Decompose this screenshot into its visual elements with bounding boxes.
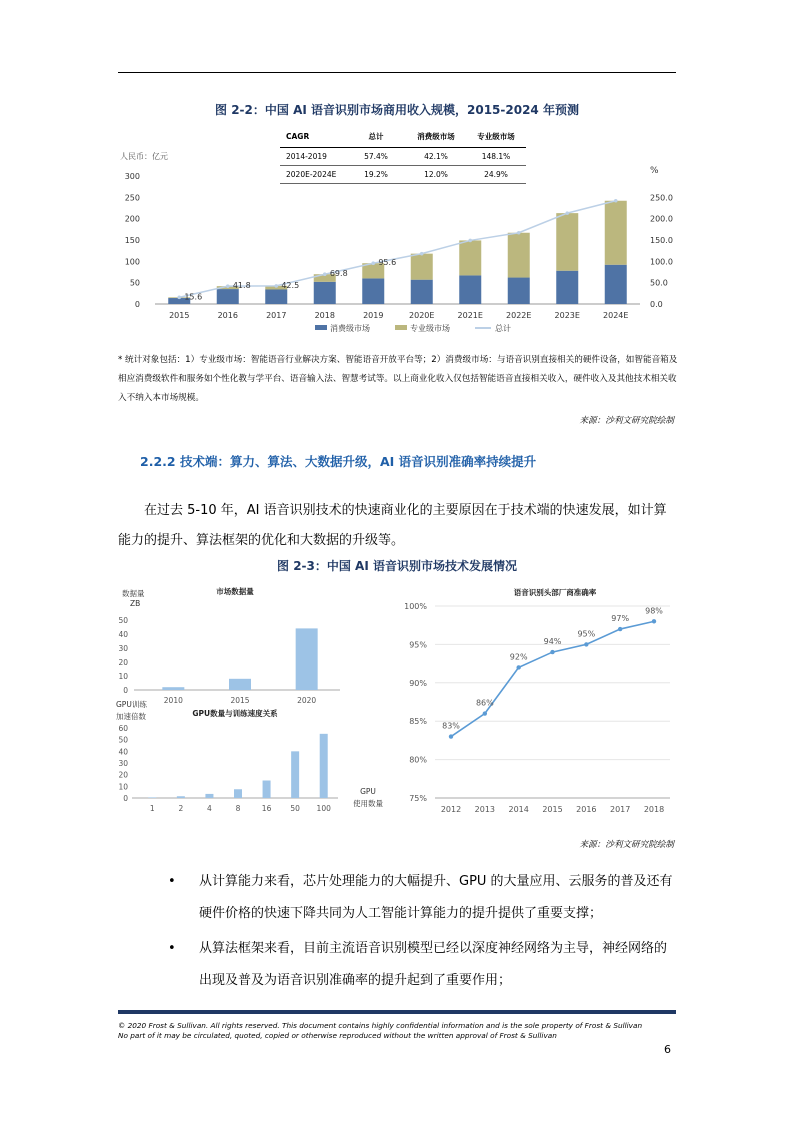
figure-2-3-title: 图 2-3：中国 AI 语音识别市场技术发展情况 [277, 559, 517, 573]
table-cell: 2020E-2024E [280, 166, 346, 184]
y-tick-label: 0 [134, 300, 140, 309]
bullet-symbol: • [168, 941, 176, 956]
y2-tick-label: 150.0 [650, 236, 673, 245]
table-cell: 57.4% [346, 148, 406, 166]
bar [162, 687, 184, 690]
y-tick-label: 85% [409, 717, 427, 727]
y-tick-label: 10 [118, 672, 128, 681]
x-tick-label: 2012 [440, 805, 462, 814]
x-axis-label: GPU [360, 787, 376, 796]
bar-professional [411, 254, 433, 280]
bar [229, 679, 251, 690]
bar [291, 751, 299, 798]
data-label: 86% [475, 698, 494, 708]
bar-consumer [508, 278, 530, 304]
y-tick-label: 200 [124, 214, 140, 224]
x-tick-label: 16 [261, 804, 272, 813]
chart-title: 市场数据量 [216, 587, 254, 596]
line-point-total [371, 261, 375, 265]
data-label: 94% [543, 637, 562, 647]
bar [205, 794, 213, 798]
y-tick-label: 30 [118, 644, 128, 653]
table-cell: 2014-2019 [280, 148, 346, 166]
bar [263, 781, 271, 799]
y2-tick-label: 50.0 [650, 278, 668, 288]
y-tick-label: 50 [118, 735, 128, 745]
list-item [168, 933, 678, 997]
y-tick-label: 40 [118, 630, 128, 639]
x-tick-label: 2015 [230, 696, 250, 705]
y-tick-label: 50 [118, 616, 128, 625]
bar-professional [508, 233, 530, 278]
bar-professional [459, 240, 481, 275]
data-label: 92% [509, 652, 528, 662]
line-point-total [274, 284, 278, 288]
x-tick-label: 2024E [603, 311, 629, 320]
table-cell: 12.0% [406, 166, 466, 184]
x-axis-label: 使用数量 [353, 799, 383, 808]
data-label: 42.5 [281, 280, 300, 290]
legend-label: 总计 [495, 324, 511, 333]
bar [177, 796, 185, 798]
bar-consumer [605, 265, 627, 304]
bar [148, 797, 156, 798]
legend-label: 专业级市场 [410, 324, 450, 333]
bar [320, 734, 328, 798]
copyright-line: No part of it may be circulated, quoted, copied or otherwise reproduced without the written approval of Frost & Sullivan [118, 1031, 557, 1040]
line-point-total [177, 296, 181, 300]
y2-tick-label: 200.0 [650, 214, 673, 224]
x-tick-label: 2017 [609, 805, 631, 814]
x-tick-label: 2017 [266, 311, 287, 320]
data-label: 97% [611, 614, 630, 624]
y-axis-label: GPU训练 [116, 700, 147, 709]
chart-title: GPU数量与训练速度关系 [192, 709, 278, 718]
legend-swatch-consumer [315, 325, 327, 330]
bar [234, 789, 242, 798]
y2-tick-label: 100.0 [650, 257, 673, 267]
x-tick-label: 2015 [542, 805, 563, 814]
line-point-total [565, 211, 569, 215]
x-tick-label: 2015 [169, 311, 190, 320]
x-tick-label: 2018 [643, 805, 665, 814]
y-tick-label: 100% [404, 602, 427, 611]
list-item [168, 866, 678, 930]
y-tick-label: 250 [124, 193, 140, 203]
x-tick-label: 2023E [554, 311, 580, 320]
data-label: 41.8 [232, 281, 251, 291]
y-tick-label: 95% [409, 640, 427, 650]
section-title: 2.2.2 技术端：算力、算法、大数据升级，AI 语音识别准确率持续提升 [140, 454, 537, 469]
bullet-text: 从算法框架来看，目前主流语音识别模型已经以深度神经网络为主导，神经网络的出现及普及为语音识别准确率的提升起到了重要作用； [199, 941, 668, 988]
line-point-total [468, 239, 472, 243]
x-tick-label: 2022E [506, 311, 532, 320]
x-tick-label: 8 [235, 804, 241, 813]
table-cell: 19.2% [346, 166, 406, 184]
page-number: 6 [664, 1043, 671, 1056]
x-tick-label: 2016 [576, 805, 597, 814]
cagr-header-cell: 专业级市场 [466, 128, 526, 148]
x-tick-label: 2019 [363, 311, 384, 320]
copyright-footer [118, 1021, 678, 1041]
statistics-note: * 统计对象包括：1）专业级市场：智能语音行业解决方案、智能语音开放平台等；2）消费级市场：与语音识别直接相关的硬件设备，如智能音箱及相应消费级软件和服务如个性化教与学平台、语音输入法、智慧考试等。以上商业化收入仅包括智能语音直接相关收入，硬件收入及其他技术相关收入不纳入本市场规模。 [118, 355, 678, 403]
legend-label: 消费级市场 [330, 324, 370, 333]
y-axis-unit: ZB [130, 599, 141, 608]
x-tick-label: 2016 [217, 311, 238, 320]
bar-consumer [411, 280, 433, 304]
y2-tick-label: 0.0 [650, 300, 663, 309]
line-point-total [226, 284, 230, 288]
bar-consumer [265, 289, 287, 304]
y-tick-label: 10 [118, 782, 128, 792]
y-tick-label: 20 [118, 770, 128, 780]
cagr-header-cell: 总计 [346, 128, 406, 148]
source-note: 来源：沙利文研究院绘制 [579, 416, 674, 426]
y-tick-label: 0 [123, 686, 128, 695]
bar-consumer [459, 275, 481, 304]
data-point [584, 642, 588, 646]
y-axis-label: 人民币：亿元 [120, 152, 168, 161]
gpu-speedup-chart [110, 700, 400, 815]
x-tick-label: 2020E [409, 311, 435, 320]
x-tick-label: 2020 [297, 696, 317, 705]
y-tick-label: 40 [118, 747, 128, 757]
copyright-line: © 2020 Frost & Sullivan. All rights reserved. This document contains highly confidential information and is the sole property of Frost & Sullivan [118, 1021, 643, 1030]
table-cell: 148.1% [466, 148, 526, 166]
figure-2-2-title: 图 2-2：中国 AI 语音识别市场商用收入规模，2015-2024 年预测 [215, 103, 579, 117]
y-tick-label: 80% [409, 755, 427, 765]
data-point [516, 665, 520, 669]
legend-swatch-professional [395, 325, 407, 330]
data-point [652, 619, 656, 623]
y-tick-label: 50 [129, 278, 140, 288]
data-point [618, 627, 622, 631]
cagr-header-cell: 消费级市场 [406, 128, 466, 148]
bar-consumer [314, 282, 336, 304]
bar [296, 628, 318, 690]
y2-axis-label: % [650, 166, 659, 176]
y-tick-label: 0 [123, 794, 128, 803]
data-label: 95.6 [378, 258, 397, 268]
source-note-2: 来源：沙利文研究院绘制 [579, 840, 674, 850]
accuracy-chart [395, 580, 685, 815]
data-label: 69.8 [329, 269, 348, 279]
x-tick-label: 2013 [474, 805, 496, 814]
data-label: 98% [645, 606, 663, 616]
x-tick-label: 4 [207, 804, 212, 813]
y-tick-label: 150 [124, 236, 140, 245]
data-label: 95% [577, 629, 596, 639]
line-point-total [323, 272, 327, 276]
data-label: 83% [442, 721, 460, 731]
chart-title: 语音识别头部厂商准确率 [513, 588, 597, 597]
bar-consumer [556, 271, 578, 304]
data-label: 15.6 [184, 292, 203, 302]
x-tick-label: 2014 [508, 805, 529, 814]
header-rule [118, 72, 676, 73]
x-tick-label: 2018 [314, 311, 335, 320]
data-volume-chart [110, 580, 350, 710]
y-axis-label: 数据量 [122, 589, 145, 598]
y-tick-label: 75% [409, 794, 427, 803]
bar-professional [605, 201, 627, 265]
y-tick-label: 100 [124, 257, 140, 267]
x-tick-label: 2 [178, 804, 184, 813]
x-tick-label: 1 [149, 804, 155, 813]
y2-tick-label: 250.0 [650, 193, 673, 203]
y-tick-label: 20 [118, 658, 128, 667]
bullet-list [168, 866, 678, 1000]
x-tick-label: 100 [316, 804, 331, 813]
bar-professional [556, 213, 578, 271]
x-tick-label: 2021E [457, 311, 483, 320]
x-tick-label: 50 [290, 804, 300, 813]
bullet-text: 从计算能力来看，芯片处理能力的大幅提升、GPU 的大量应用、云服务的普及还有硬件价格的快速下降共同为人工智能计算能力的提升提供了重要支撑； [199, 874, 673, 921]
market-revenue-chart [110, 145, 690, 345]
bullet-symbol: • [168, 874, 176, 889]
y-tick-label: 90% [409, 678, 427, 688]
line-point-total [420, 252, 424, 256]
body-paragraph: 在过去 5-10 年，AI 语音识别技术的快速商业化的主要原因在于技术端的快速发展，如计算能力的提升、算法框架的优化和大数据的升级等。 [118, 503, 667, 548]
y-tick-label: 30 [118, 759, 128, 768]
table-cell: 24.9% [466, 166, 526, 184]
data-point [449, 734, 453, 738]
bar-consumer [217, 289, 239, 304]
y-tick-label: 300 [124, 172, 140, 181]
data-point [550, 650, 554, 654]
bar-consumer [362, 278, 384, 304]
cagr-header-cell: CAGR [280, 128, 346, 148]
y-axis-label: 加速倍数 [116, 712, 146, 721]
line-point-total [614, 199, 618, 203]
line-point-total [517, 231, 521, 235]
x-tick-label: 2010 [163, 696, 183, 705]
y-tick-label: 60 [118, 724, 128, 733]
footer-rule [118, 1010, 676, 1014]
table-cell: 42.1% [406, 148, 466, 166]
data-point [483, 711, 487, 715]
